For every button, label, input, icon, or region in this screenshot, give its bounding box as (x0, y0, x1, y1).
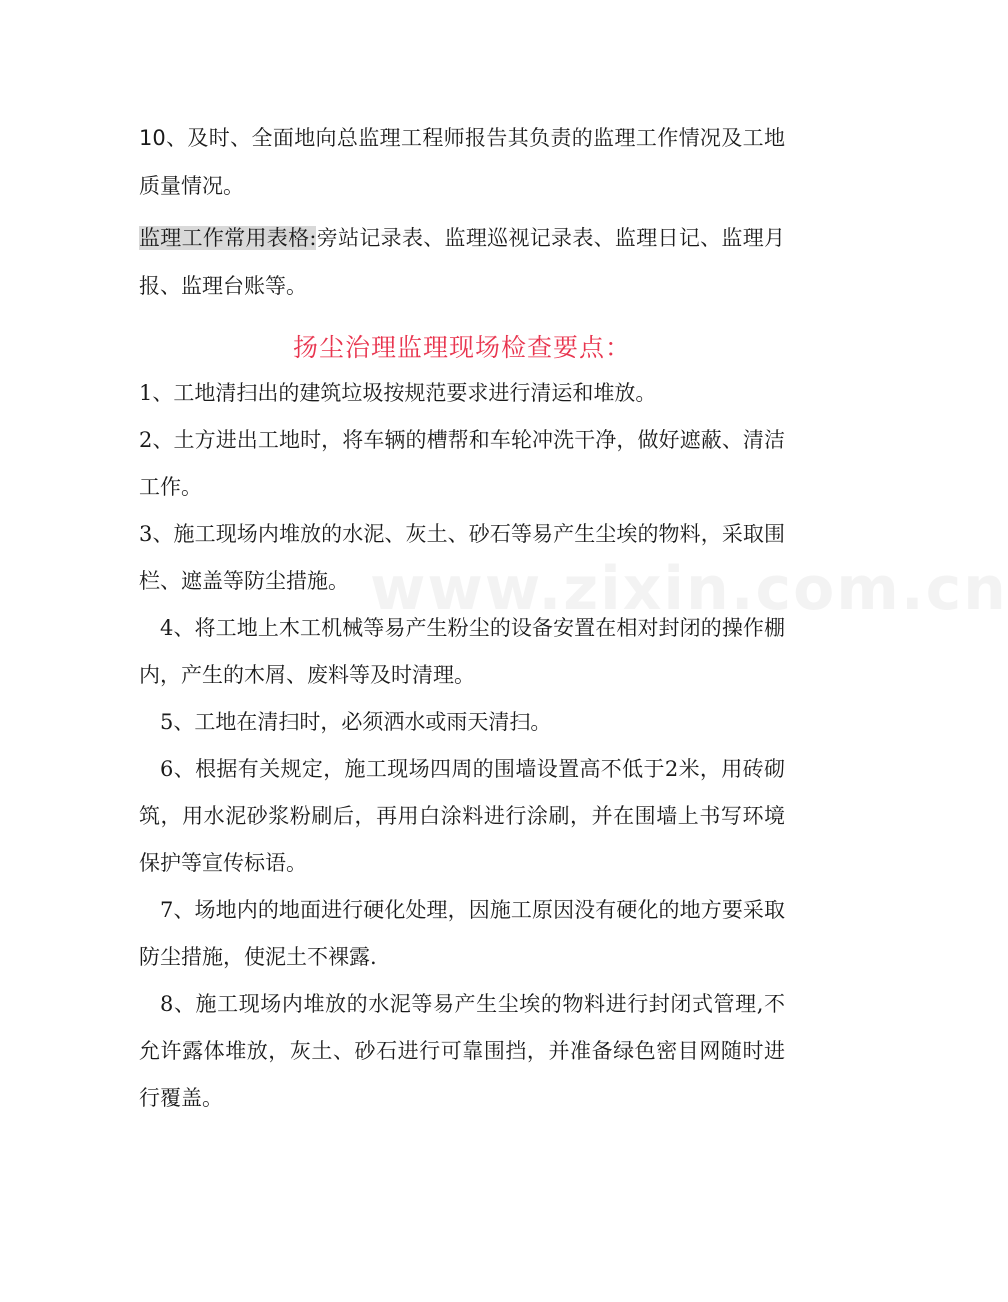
section-heading: 扬尘治理监理现场检查要点： (292, 333, 631, 362)
watermark: www.zixin.com.cn (370, 554, 1008, 624)
checkpoint-item-5: 5、工地在清扫时，必须洒水或雨天清扫。 (160, 710, 552, 734)
common-forms-text: 旁站记录表、监理巡视记录表、监理日记、监理月报、监理台账等。 (139, 226, 786, 298)
checkpoint-item-8: 8、施工现场内堆放的水泥等易产生尘埃的物料进行封闭式管理,不允许露体堆放，灰土、砂石进行可靠围挡，并准备绿色密目网随时进行覆盖。 (139, 992, 785, 1110)
common-forms-paragraph (139, 214, 785, 310)
common-forms-label: 监理工作常用表格: (139, 226, 317, 250)
checkpoint-item-2: 2、土方进出工地时，将车辆的槽帮和车轮冲洗干净，做好遮蔽、清洁工作。 (139, 428, 785, 499)
checkpoint-item-6: 6、根据有关规定，施工现场四周的围墙设置高不低于2米，用砖砌筑，用水泥砂浆粉刷后，再用白涂料进行涂刷，并在围墙上书写环境保护等宣传标语。 (139, 757, 785, 875)
paragraph-item-10: 10、及时、全面地向总监理工程师报告其负责的监理工作情况及工地质量情况。 (139, 126, 785, 198)
checkpoint-item-4: 4、将工地上木工机械等易产生粉尘的设备安置在相对封闭的操作棚内，产生的木屑、废料等及时清理。 (139, 616, 785, 687)
document-body (139, 114, 785, 1122)
checkpoint-item-7: 7、场地内的地面进行硬化处理，因施工原因没有硬化的地方要采取防尘措施，使泥土不裸露. (139, 898, 785, 969)
checkpoint-item-1: 1、工地清扫出的建筑垃圾按规范要求进行清运和堆放。 (139, 381, 657, 405)
checkpoint-item-3: 3、施工现场内堆放的水泥、灰土、砂石等易产生尘埃的物料，采取围栏、遮盖等防尘措施。 (139, 522, 785, 593)
